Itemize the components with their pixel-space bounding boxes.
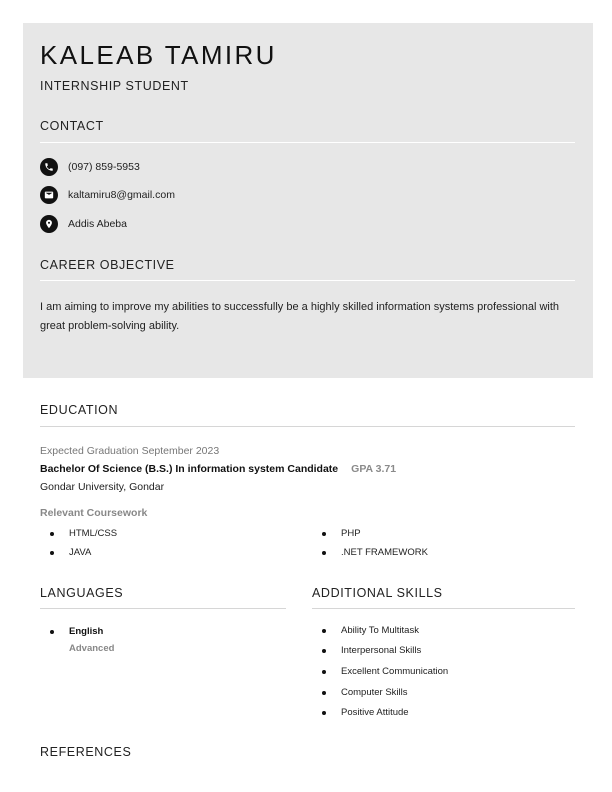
- gpa-value: GPA 3.71: [351, 463, 397, 475]
- skill-item: Ability To Multitask: [322, 625, 419, 636]
- language-item: English: [50, 626, 103, 637]
- contact-email: [40, 186, 175, 204]
- map-pin-icon: [40, 215, 58, 233]
- phone-number: (097) 859-5953: [68, 161, 140, 173]
- coursework-item: JAVA: [50, 547, 91, 558]
- objective-title: CAREER OBJECTIVE: [40, 258, 175, 272]
- skill-item: Interpersonal Skills: [322, 645, 421, 656]
- email-address: kaltamiru8@gmail.com: [68, 189, 175, 201]
- coursework-title: Relevant Coursework: [40, 507, 148, 519]
- school-name: Gondar University, Gondar: [40, 481, 165, 493]
- coursework-item: HTML/CSS: [50, 528, 117, 539]
- graduation-date: Expected Graduation September 2023: [40, 445, 220, 457]
- skills-divider: [312, 608, 575, 609]
- contact-divider: [40, 142, 575, 143]
- contact-title: CONTACT: [40, 119, 104, 133]
- languages-divider: [40, 608, 286, 609]
- skill-item: Excellent Communication: [322, 666, 448, 677]
- location-text: Addis Abeba: [68, 218, 127, 230]
- envelope-icon: [40, 186, 58, 204]
- candidate-role: INTERNSHIP STUDENT: [40, 79, 189, 93]
- language-level: Advanced: [69, 643, 115, 654]
- phone-icon: [40, 158, 58, 176]
- degree-line: [40, 463, 396, 475]
- objective-text: I am aiming to improve my abilities to successfully be a highly skilled information systems professional with great problem-solving ability.: [40, 301, 560, 332]
- contact-phone: [40, 158, 140, 176]
- education-divider: [40, 426, 575, 427]
- skill-item: Computer Skills: [322, 687, 408, 698]
- degree-title: Bachelor Of Science (B.S.) In information system Candidate: [40, 463, 339, 475]
- skills-title: ADDITIONAL SKILLS: [312, 586, 443, 600]
- skill-item: Positive Attitude: [322, 707, 409, 718]
- coursework-item: PHP: [322, 528, 361, 539]
- education-title: EDUCATION: [40, 403, 119, 417]
- coursework-item: .NET FRAMEWORK: [322, 547, 428, 558]
- candidate-name: KALEAB TAMIRU: [40, 40, 277, 70]
- references-title: REFERENCES: [40, 745, 132, 759]
- contact-location: [40, 215, 127, 233]
- languages-title: LANGUAGES: [40, 586, 124, 600]
- objective-divider: [40, 280, 575, 281]
